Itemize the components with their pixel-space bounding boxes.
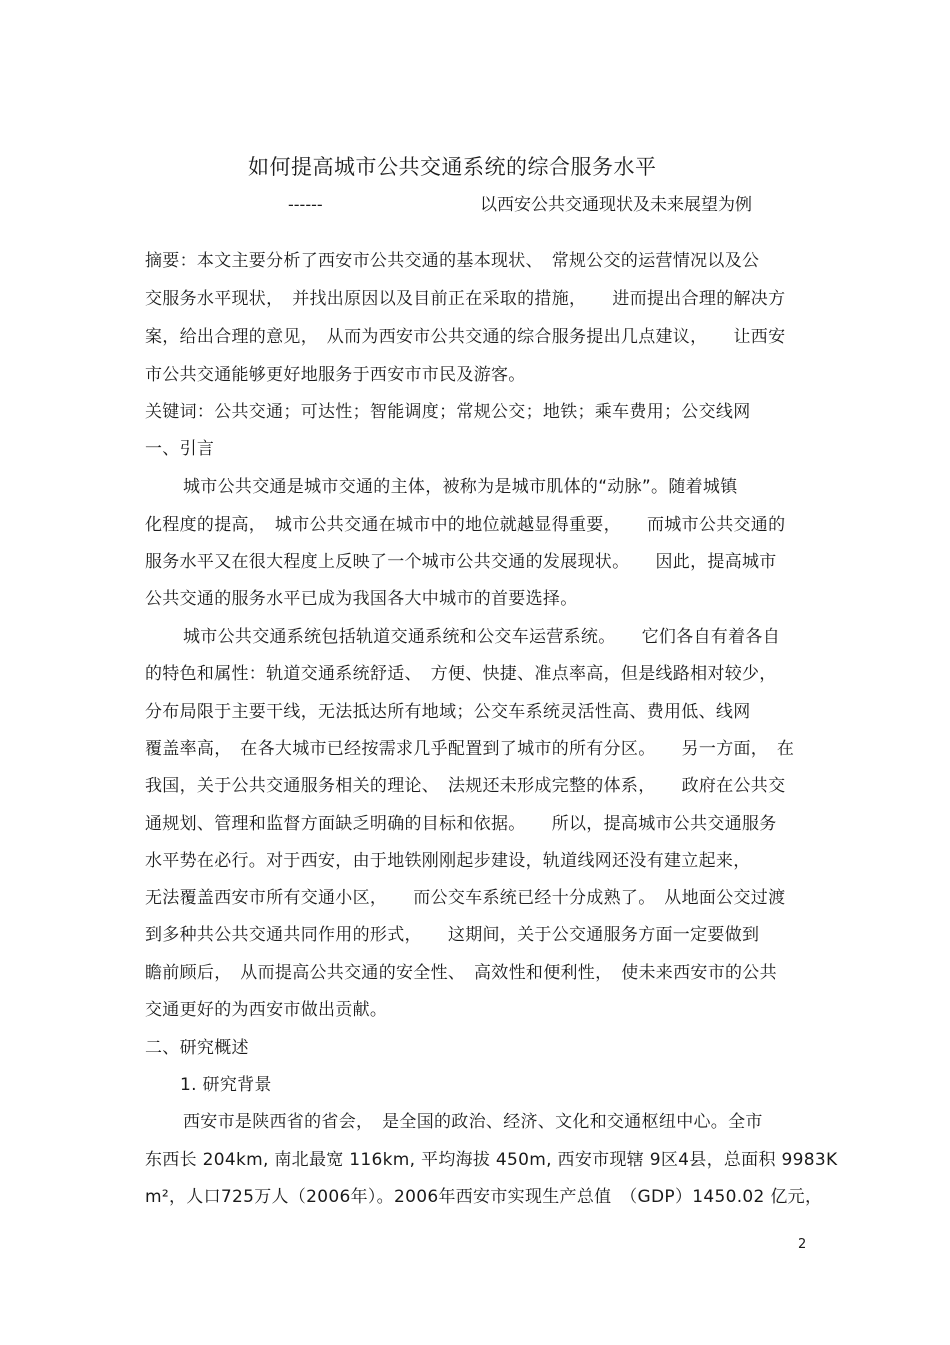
body-line: 水平势在必行。对于西安，由于地铁刚刚起步建设，轨道线网还没有建立起来， <box>145 851 751 871</box>
body-line: 化程度的提高， 城市公共交通在城市中的地位就越显得重要， 而城市公共交通的 <box>145 515 786 535</box>
body-line: 我国，关于公共交通服务相关的理论、 法规还未形成完整的体系， 政府在公共交 <box>145 776 786 796</box>
body-line: 覆盖率高， 在各大城市已经按需求几乎配置到了城市的所有分区。 另一方面， 在 <box>145 739 795 759</box>
body-line: 公共交通的服务水平已成为我国各大中城市的首要选择。 <box>145 589 578 609</box>
body-line: m²，人口725万人（2006年）。2006年西安市实现生产总值 （GDP）1450.02 亿元， <box>145 1187 823 1207</box>
body-line: 无法覆盖西安市所有交通小区， 而公交车系统已经十分成熟了。 从地面公交过渡 <box>145 888 786 908</box>
section-heading: 一、引言 <box>145 439 215 459</box>
document-title: 如何提高城市公共交通系统的综合服务水平 <box>248 155 657 179</box>
body-line: 服务水平又在很大程度上反映了一个城市公共交通的发展现状。 因此，提高城市 <box>145 552 777 572</box>
body-line: 分布局限于主要干线，无法抵达所有地域；公交车系统灵活性高、费用低、线网 <box>145 702 751 722</box>
subtitle-dashes: ------ <box>288 195 323 214</box>
document-subtitle: 以西安公共交通现状及未来展望为例 <box>480 195 752 215</box>
body-line: 交通更好的为西安市做出贡献。 <box>145 1000 388 1020</box>
body-line: 城市公共交通系统包括轨道交通系统和公交车运营系统。 它们各自有着各自 <box>183 627 780 647</box>
body-line: 的特色和属性：轨道交通系统舒适、 方便、快捷、准点率高，但是线路相对较少， <box>145 664 777 684</box>
abstract-line: 摘要：本文主要分析了西安市公共交通的基本现状、 常规公交的运营情况以及公 <box>145 251 760 271</box>
abstract-line: 市公共交通能够更好地服务于西安市市民及游客。 <box>145 365 526 385</box>
page-number: 2 <box>798 1237 807 1252</box>
body-line: 瞻前顾后， 从而提高公共交通的安全性、 高效性和便利性， 使未来西安市的公共 <box>145 963 777 983</box>
keywords-line: 关键词：公共交通；可达性；智能调度；常规公交；地铁；乘车费用；公交线网 <box>145 402 751 422</box>
body-line: 城市公共交通是城市交通的主体，被称为是城市肌体的“动脉”。随着城镇 <box>183 477 738 497</box>
body-line: 到多种共公共交通共同作用的形式， 这期间，关于公交通服务方面一定要做到 <box>145 925 760 945</box>
body-line: 东西长 204km, 南北最宽 116km, 平均海拔 450m, 西安市现辖 9区4县，总面积 9983K <box>145 1150 838 1170</box>
body-line: 通规划、管理和监督方面缺乏明确的目标和依据。 所以，提高城市公共交通服务 <box>145 814 777 834</box>
section-heading: 二、研究概述 <box>145 1038 249 1058</box>
abstract-line: 案，给出合理的意见， 从而为西安市公共交通的综合服务提出几点建议， 让西安 <box>145 327 786 347</box>
body-line: 西安市是陕西省的省会， 是全国的政治、经济、文化和交通枢纽中心。全市 <box>183 1112 763 1132</box>
subsection-heading: 1. 研究背景 <box>180 1075 272 1095</box>
abstract-line: 交服务水平现状， 并找出原因以及目前正在采取的措施， 进而提出合理的解决方 <box>145 289 786 309</box>
